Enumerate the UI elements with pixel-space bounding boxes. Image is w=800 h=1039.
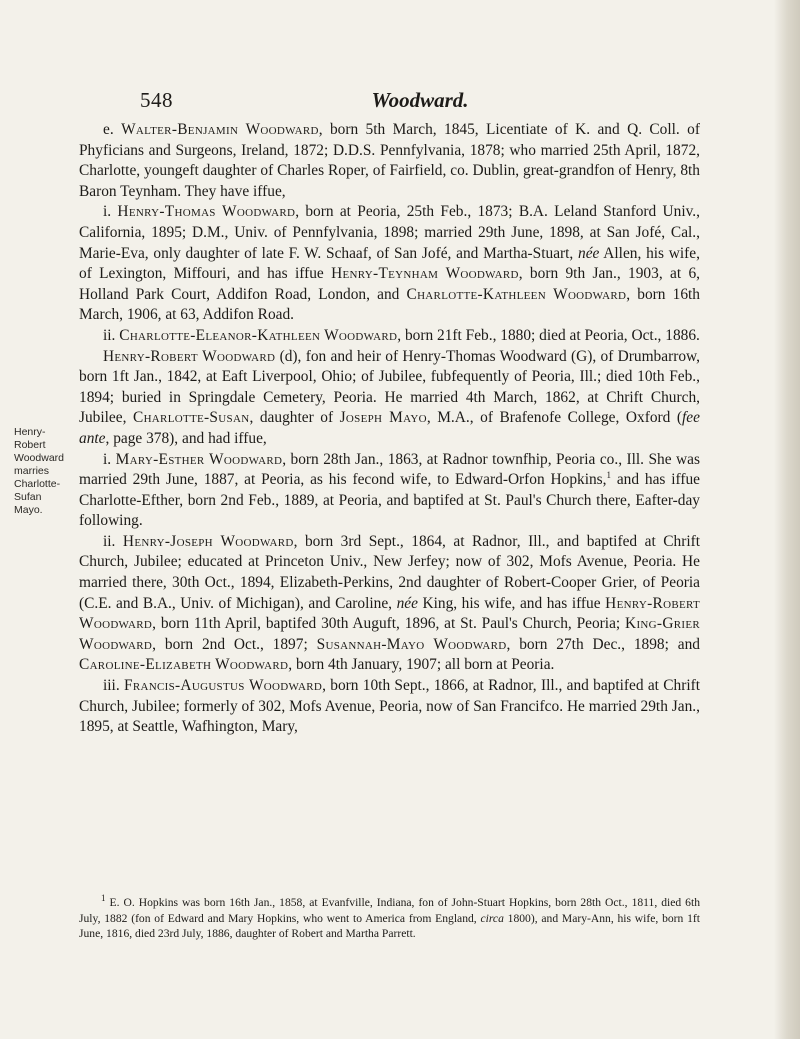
- italic-term: née: [396, 594, 418, 612]
- text-run: and has iffue Charlotte-Efther, born 2nd Feb., 1889, at Peoria, and baptifed at St. Paul's Church there, Eafter-day following.: [79, 471, 700, 530]
- person-name: King-Grier Woodward: [79, 615, 700, 653]
- text-run: , born 21ft Feb., 1880; died at Peoria, Oct., 1886.: [397, 326, 700, 344]
- italic-term: circa: [480, 911, 504, 925]
- paragraph-charlotte-eleanor: [79, 326, 700, 347]
- person-name: Henry-Teynham Woodward: [331, 265, 519, 283]
- person-name: Charlotte-Eleanor-Kathleen Woodward: [119, 326, 398, 344]
- italic-term: née: [578, 244, 600, 262]
- text-run: , born 5th March, 1845, Licentiate of K. and Q. Coll. of Phyficians and Surgeons, Ireland, 1872; D.D.S. Pennfylvania, 1878; who married 25th April, 1872, Charlotte, youngeft daughter of Charles Roper, of Fairfield, co. Dublin, great-grandfon of Henry, 8th Baron Teynham. They have iffue,: [79, 121, 700, 200]
- text-run: , born 28th Jan., 1863, at Radnor townfhip, Peoria co., Ill. She was married 29th June, 1887, at Peoria, as his fecond wife, to Edward-Orfon Hopkins,: [79, 450, 700, 489]
- body-text: [79, 120, 700, 738]
- text-run: , born 2nd Oct., 1897;: [152, 635, 317, 653]
- person-name: Mary-Esther Woodward: [115, 450, 283, 468]
- page-number: 548: [140, 88, 173, 112]
- text-run: i.: [103, 203, 118, 221]
- text-run: 1800), and Mary-Ann, his wife, born 1ft June, 1816, died 23rd July, 1886, daughter of Robert and Martha Parrett.: [79, 911, 700, 941]
- page-header: [140, 88, 700, 118]
- text-run: , M.A., of Brafenofe College, Oxford (: [426, 409, 683, 427]
- person-name: Francis-Augustus Woodward: [123, 677, 323, 695]
- paragraph-walter-benjamin: [79, 120, 700, 202]
- footnote: [79, 895, 700, 942]
- margin-note-line: marries: [14, 465, 50, 477]
- person-name: Joseph Mayo: [339, 409, 427, 427]
- paragraph-henry-joseph: [79, 532, 700, 676]
- text-run: , born at Peoria, 25th Feb., 1873; B.A. Leland Stanford Univ., California, 1895; D.M., Univ. of Pennfylvania, 1898; married 29th June, 1898, at San Jofé, Cal., Marie-Eva, only daughter of late F. W. Schaaf, of San Jofé, and Martha-Stuart,: [79, 203, 700, 262]
- paragraph-henry-robert: [79, 347, 700, 450]
- text-run: ii.: [103, 532, 123, 550]
- person-name: Henry-Robert Woodward: [79, 594, 700, 633]
- text-run: e.: [103, 121, 122, 138]
- text-run: , born 9th Jan., 1903, at 6, Holland Park Court, Addifon Road, London, and: [79, 265, 700, 303]
- text-run: King, his wife, and has iffue: [417, 594, 606, 612]
- person-name: Charlotte-Kathleen Woodward: [406, 285, 627, 303]
- text-run: , born 11th April, baptifed 30th Auguft, 1896, at St. Paul's Church, Peoria;: [152, 615, 626, 633]
- text-run: (d), fon and heir of Henry-Thomas Woodward (G), of Drumbarrow, born 1ft Jan., 1842, at Eaft Liverpool, Ohio; of Jubilee, fubfequently of Peoria, Ill.; died 10th Feb., 1894; buried in Springdale Cemetery, Peoria. He married 4th March, 1862, at Chrift Church, Jubilee,: [79, 347, 700, 427]
- margin-note-line: Henry-: [14, 426, 46, 438]
- person-name: Henry-Robert Woodward: [103, 347, 276, 365]
- person-name: Caroline-Elizabeth Woodward: [79, 656, 289, 674]
- text-run: , born 3rd Sept., 1864, at Radnor, Ill., and baptifed at Chrift Church, Jubilee; educated at Princeton Univ., New Jerfey; now of 302, Mofs Avenue, Peoria. He married there, 30th Oct., 1894, Elizabeth-Perkins, 2nd daughter of Robert-Cooper Grier, of Peoria (C.E. and B.A., Univ. of Michigan), and Caroline,: [79, 532, 701, 612]
- text-run: i.: [103, 450, 116, 468]
- margin-note-line: Robert: [14, 439, 46, 451]
- margin-note-line: Charlotte-: [14, 478, 61, 490]
- text-run: , daughter of: [249, 409, 340, 427]
- paragraph-mary-esther: [79, 450, 700, 532]
- text-run: , born 4th January, 1907; all born at Peoria.: [288, 656, 555, 674]
- text-run: , born 10th Sept., 1866, at Radnor, Ill., and baptifed at Chrift Church, Jubilee; formerly of 302, Mofs Avenue, Peoria, now of San Francifco. He married 29th Jan., 1895, at Seattle, Wafhington, Mary,: [79, 677, 701, 736]
- text-run: , born 27th Dec., 1898; and: [506, 635, 700, 653]
- person-name: Henry-Joseph Woodward: [122, 532, 294, 550]
- person-name: Charlotte-Susan: [133, 409, 250, 427]
- text-run: ii.: [103, 326, 120, 344]
- margin-note-line: Mayo.: [14, 504, 43, 516]
- margin-note-line: Sufan: [14, 491, 42, 503]
- text-run: , page 378), and had iffue,: [105, 429, 267, 447]
- paragraph-francis-augustus: [79, 676, 700, 738]
- cross-reference: fee ante: [79, 409, 700, 447]
- running-head: Woodward.: [371, 88, 469, 112]
- margin-note-line: Woodward: [14, 452, 64, 464]
- footnote-marker: 1: [606, 469, 612, 480]
- page-edge-shadow: [774, 0, 800, 1039]
- text-run: iii.: [103, 677, 124, 695]
- text-run: , born 16th March, 1906, at 63, Addifon Road.: [79, 285, 700, 324]
- footnote-number: 1: [101, 893, 106, 904]
- person-name: Henry-Thomas Woodward: [117, 203, 296, 221]
- text-run: Allen, his wife, of Lexington, Miffouri, and has iffue: [79, 244, 700, 283]
- person-name: Walter-Benjamin Woodward: [121, 121, 319, 138]
- margin-note: [14, 426, 74, 517]
- text-run: E. O. Hopkins was born 16th Jan., 1858, at Evanfville, Indiana, fon of John-Stuart Hopkins, born 28th Oct., 1811, died 6th July, 1882 (fon of Edward and Mary Hopkins, who went to America from England,: [79, 896, 700, 925]
- paragraph-henry-thomas: [79, 202, 700, 326]
- person-name: Susannah-Mayo Woodward: [316, 635, 507, 653]
